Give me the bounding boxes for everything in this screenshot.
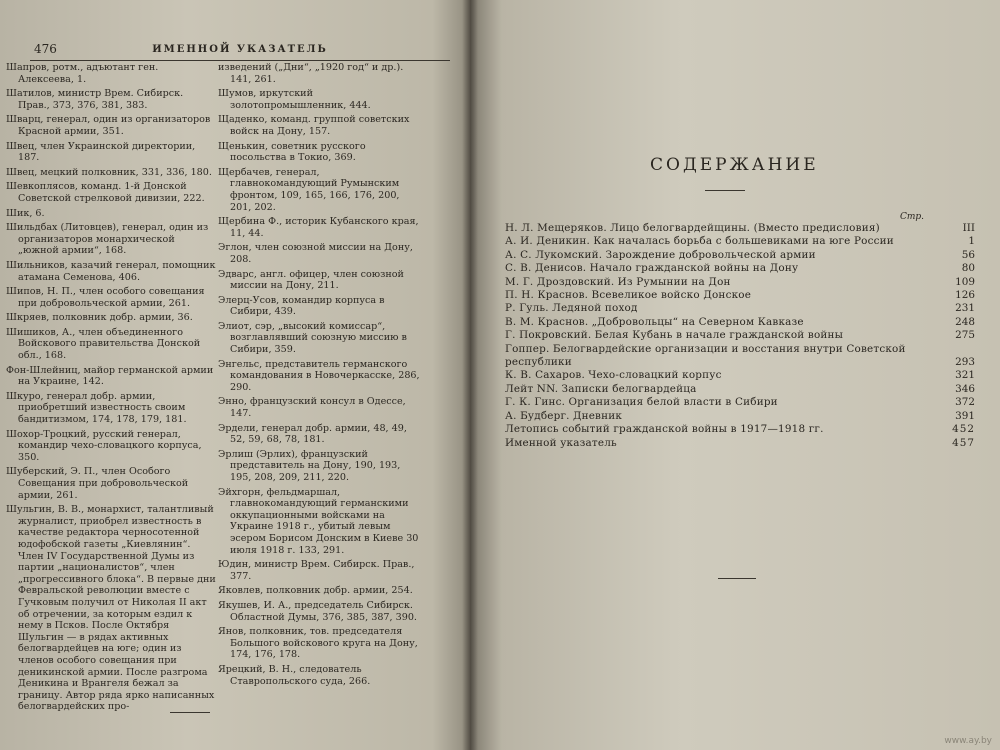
index-entry: Шкуро, генерал добр. армии, приобретший известность своим бандитизмом, 174, 178, 179, 181. (6, 390, 187, 426)
index-column-2 (218, 62, 423, 690)
index-entry: Шатилов, министр Врем. Сибирск. Прав., 373, 376, 381, 383. (6, 88, 184, 111)
toc-page-number: 452 (952, 423, 975, 436)
toc-page-number: 80 (961, 262, 975, 275)
toc-entry (505, 396, 975, 409)
toc-title: Зарождение добровольческой армии (605, 248, 816, 261)
toc-title: Начало гражданской войны на Дону (589, 262, 799, 275)
index-entry: Эглон, член союзной миссии на Дону, 208. (218, 242, 413, 265)
page-header (30, 42, 450, 61)
index-entry: Шипов, Н. П., член особого совещания при добровольческой армии, 261. (6, 286, 205, 309)
running-head: ИМЕННОЙ УКАЗАТЕЛЬ (152, 44, 328, 55)
toc-title: Из Румынии на Дон (617, 275, 731, 288)
toc-page-number: III (962, 222, 975, 234)
toc-title: Лицо белогвардейщины. (Вместо предисловия) (610, 222, 880, 234)
toc-entry (505, 383, 975, 396)
index-entry: Шуберский, Э. П., член Особого Совещания при добровольческой армии, 261. (6, 466, 189, 501)
index-entry: Шохор-Троцкий, русский генерал, командир чехо-словацкого корпуса, 350. (6, 428, 202, 463)
index-entry: Шапров, ротм., адъютант ген. Алексеева, 1. (6, 62, 159, 85)
toc-entry (505, 276, 975, 289)
index-entry: Шевкоплясов, команд. 1-й Донской Советской стрелковой дивизии, 222. (6, 181, 205, 204)
toc-entry (505, 329, 975, 342)
toc-entry (505, 369, 975, 382)
index-entry: Шишиков, А., член объединенного Войскового правительства Донской обл., 168. (6, 326, 201, 362)
right-page (470, 0, 1000, 750)
index-entry: Янов, полковник, тов. председателя Большого войскового круга на Дону, 174, 176, 178. (218, 626, 418, 661)
toc-title: Белогвардейские организации и восстания внутри Советской республики (505, 342, 906, 369)
contents-heading: СОДЕРЖАНИЕ (650, 155, 819, 175)
toc-author: Лейт NN. (505, 382, 559, 395)
index-entry: Шульгин, В. В., монархист, талантливый журналист, приобрел известность в качестве редактора черносотенной юдофобской газеты „Киевлянин“. Член IV Государственной Думы из партии „националистов“, член „прогрессивного блока“. В первые дни Февральской революции вместе с Гучковым получил от Николая II акт об отречении, за которым ездил к нему в Псков. После Октября Шульгин — в рядах активных белогвардейцев на юге; один из членов особого совещания при деникинской армии. После разгрома Деникина и Врангеля бежал за границу. Автор ряда ярко написанных белогвардейских про- (6, 504, 216, 713)
toc-title: Как началась борьба с большевиками на юге России (593, 235, 894, 248)
toc-page-number: 391 (955, 409, 975, 422)
left-page (0, 0, 470, 750)
toc-title: Записки белогвардейца (561, 382, 697, 395)
table-of-contents (505, 222, 975, 450)
toc-entry (505, 302, 975, 315)
index-entry: Шумов, иркутский золотопромышленник, 444. (218, 88, 371, 111)
toc-page-number: 109 (955, 275, 975, 288)
end-rule (170, 712, 210, 713)
toc-title: Летопись событий гражданской войны в 1917—1918 гг. (505, 423, 824, 436)
toc-entry (505, 410, 975, 423)
index-entry: Щенькин, советник русского посольства в Токио, 369. (218, 140, 366, 164)
toc-author: Г. Покровский. (505, 329, 592, 342)
index-entry: Шкряев, полковник добр. армии, 36. (6, 312, 193, 324)
toc-author: А. И. Деникин. (505, 235, 591, 248)
index-entry: Эдварс, англ. офицер, член союзной миссии на Дону, 211. (218, 268, 404, 292)
page-number: 476 (34, 42, 57, 56)
toc-author: К. В. Сахаров. (505, 369, 585, 382)
toc-author: В. М. Краснов. (505, 315, 589, 328)
index-entry: Элиот, сэр, „высокий комиссар“, возглавлявший союзную миссию в Сибири, 359. (218, 320, 407, 356)
toc-entry (505, 316, 975, 329)
index-entry: Швец, член Украинской директории, 187. (6, 140, 196, 164)
toc-author: С. В. Денисов. (505, 262, 587, 275)
toc-title: Всевеликое войско Донское (591, 289, 752, 302)
toc-page-number: 293 (955, 356, 975, 369)
book-gutter (462, 0, 478, 750)
toc-entry (505, 437, 975, 450)
page-column-label: Стр. (900, 212, 925, 222)
toc-author: Г. К. Гинс. (505, 396, 566, 409)
toc-author: Гоппер. (505, 342, 550, 355)
index-entry: Эрдели, генерал добр. армии, 48, 49, 52, 59, 68, 78, 181. (218, 422, 407, 446)
toc-page-number: 275 (955, 329, 975, 342)
index-entry: Швец, мецкий полковник, 331, 336, 180. (6, 166, 212, 178)
index-entry: Энгельс, представитель германского командования в Новочеркасске, 286, 290. (218, 358, 420, 393)
toc-author: Р. Гуль. (505, 302, 549, 315)
toc-title: Ледяной поход (552, 302, 638, 315)
toc-entry (505, 222, 975, 235)
toc-page-number: 126 (955, 289, 975, 302)
index-entry: Шик, 6. (6, 207, 45, 219)
index-column-1 (6, 62, 216, 716)
index-entry: Эйхгорн, фельдмаршал, главнокомандующий германскими оккупационными войсками на Украине 1918 г., убитый левым эсером Борисом Донским в Киеве 30 июля 1918 г. 133, 291. (218, 486, 419, 556)
heading-rule (705, 190, 745, 191)
index-entry: Юдин, министр Врем. Сибирск. Прав., 377. (218, 559, 415, 582)
index-entry: Ярецкий, В. Н., следователь Ставропольского суда, 266. (218, 663, 371, 687)
toc-entry (505, 262, 975, 275)
toc-page-number: 457 (952, 436, 975, 449)
toc-entry (505, 343, 975, 370)
index-entry: Щербина Ф., историк Кубанского края, 11, 44. (218, 216, 419, 239)
index-entry: Щаденко, команд. группой советских войск на Дону, 157. (218, 114, 410, 137)
toc-page-number: 372 (955, 396, 975, 409)
index-entry: Якушев, И. А., председатель Сибирск. Областной Думы, 376, 385, 387, 390. (218, 599, 417, 623)
toc-author: П. Н. Краснов. (505, 289, 589, 302)
index-entry: Фон-Шлейниц, майор германской армии на Украине, 142. (6, 364, 214, 388)
toc-entry (505, 249, 975, 262)
toc-author: А. С. Лукомский. (505, 248, 603, 261)
bottom-rule (718, 578, 756, 579)
toc-title: Организация белой власти в Сибири (568, 396, 778, 409)
index-entry: изведений („Дни“, „1920 год“ и др.). 141, 261. (218, 62, 404, 85)
toc-page-number: 346 (955, 382, 975, 395)
index-entry: Шильдбах (Литовцев), генерал, один из организаторов монархической „южной армии“, 168. (6, 222, 209, 257)
toc-page-number: 56 (961, 248, 975, 261)
watermark: www.ay.by (944, 736, 992, 746)
toc-page-number: 1 (968, 235, 975, 248)
toc-page-number: 248 (955, 315, 975, 328)
toc-title: „Добровольцы“ на Северном Кавказе (591, 315, 804, 328)
index-entry: Яковлев, полковник добр. армии, 254. (218, 585, 413, 597)
toc-author: М. Г. Дроздовский. (505, 275, 615, 288)
toc-title: Дневник (572, 409, 623, 422)
index-entry: Шварц, генерал, один из организаторов Красной армии, 351. (6, 114, 211, 137)
toc-page-number: 231 (955, 302, 975, 315)
index-entry: Элерц-Усов, командир корпуса в Сибири, 439. (218, 294, 385, 318)
toc-title: Чехо-словацкий корпус (588, 369, 722, 382)
index-entry: Шильников, казачий генерал, помощник атамана Семенова, 406. (6, 259, 216, 283)
toc-entry (505, 423, 975, 436)
toc-title: Именной указатель (505, 436, 617, 449)
toc-page-number: 321 (955, 369, 975, 382)
toc-entry (505, 235, 975, 248)
toc-entry (505, 289, 975, 302)
toc-title: Белая Кубань в начале гражданской войны (594, 329, 844, 342)
index-entry: Щербачев, генерал, главнокомандующий Румынским фронтом, 109, 165, 166, 176, 200, 201, 202. (218, 166, 400, 213)
index-entry: Эрлиш (Эрлих), французский представитель на Дону, 190, 193, 195, 208, 209, 211, 220. (218, 448, 401, 483)
index-entry: Энно, французский консул в Одессе, 147. (218, 396, 406, 420)
toc-author: Н. Л. Мещеряков. (505, 222, 607, 234)
toc-author: А. Будберг. (505, 409, 570, 422)
